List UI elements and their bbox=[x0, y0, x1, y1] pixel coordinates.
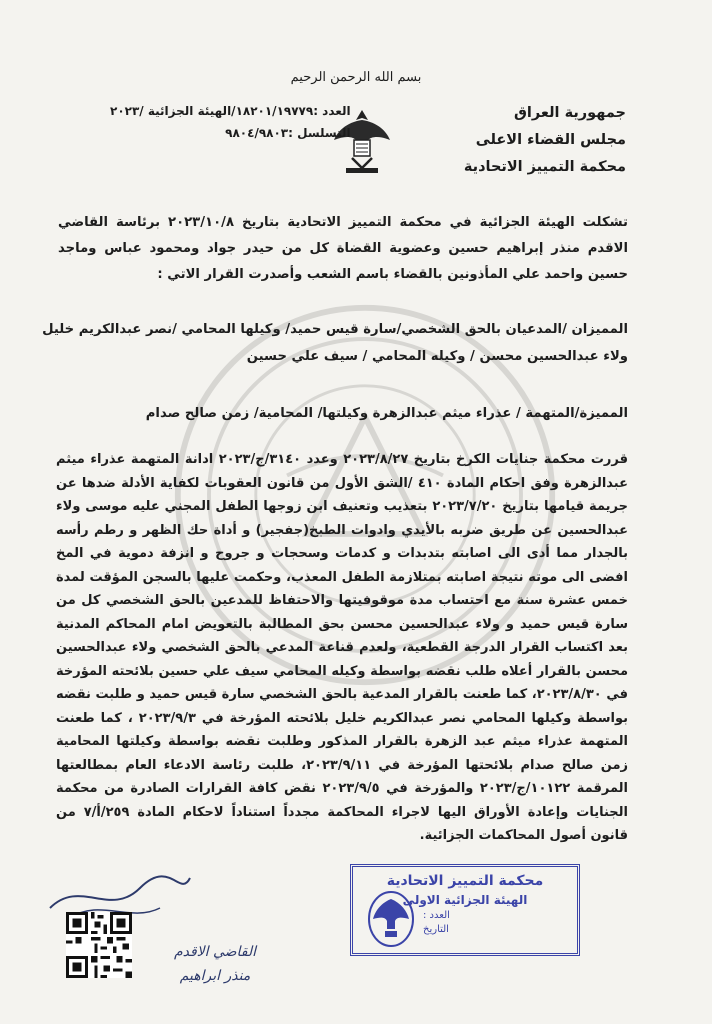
court-stamp bbox=[350, 864, 580, 956]
reference-block bbox=[110, 100, 351, 144]
appellants-block bbox=[42, 316, 628, 370]
basmala: بسم الله الرحمن الرحيم bbox=[290, 70, 422, 85]
stamp-court-name: محكمة التمييز الاتحادية bbox=[386, 873, 544, 889]
stamp-date-label: التاريخ bbox=[423, 924, 449, 935]
issuing-authority bbox=[464, 100, 626, 181]
judge-name: منذر ابراهيم bbox=[179, 968, 251, 984]
accused-line: المميزة/المتهمة / عذراء ميثم عبدالزهرة وكيلتها/ المحامية/ زمن صالح صدام bbox=[145, 406, 628, 421]
reference-number: العدد :١٨٢٠١/١٩٧٧٩/الهيئة الجزائية /٢٠٢٣ bbox=[110, 104, 351, 118]
council-name: مجلس القضاء الاعلى bbox=[475, 132, 626, 148]
judge-signature-block bbox=[140, 940, 290, 988]
court-name: محكمة التمييز الاتحادية bbox=[463, 159, 626, 175]
panel-formation-paragraph: تشكلت الهيئة الجزائية في محكمة التمييز الاتحادية بتاريخ ٢٠٢٣/١٠/٨ برئاسة القاضي الاقدم منذر إبراهيم حسين وعضوية القضاة كل من حيدر جواد ومحمود عباس وماجد حسين واحمد علي المأذونين بالقضاء باسم الشعب وأصدرت القرار الاتي : bbox=[58, 215, 628, 282]
stamp-number-label: العدد : bbox=[423, 910, 450, 921]
serial-number: التسلسل :٩٨٠٤/٩٨٠٣ bbox=[225, 126, 351, 140]
decision-paragraph: قررت محكمة جنايات الكرخ بتاريخ ٢٠٢٣/٨/٢٧ وعدد ٣١٤٠/ج/٢٠٢٣ ادانة المتهمة عذراء ميثم عبدالزهرة وفق احكام المادة ٤١٠ /الشق الأول من قانون العقوبات لكفاية الأدلة ضدها عن جريمة قيامها بتاريخ ٢٠٢٣/٧/٢٠ بتعذيب وتعنيف ابن زوجها الطفل المجني عليه موسى ولاء عبدالحسين عن طريق ضربه بالأيدي وادوات الطبخ(جفجير) و أداة حك الظهر و رطم رأسه بالجدار مما أدى الى اصابته بتدبدات و كدمات وسحجات و جروح و انزفة دموية في المخ افضى الى موته نتيجة اصابته بمتلازمة الطفل المعذب، وحكمت عليها بالسجن المؤقت لمدة خمس عشرة سنة مع احتساب مدة موقوفيتها والاحتفاظ للمدعين بالحق الشخصي كل من سارة قيس حميد و ولاء عبدالحسين محسن بحق المطالبة بالتعويض امام المحاكم المدنية بعد اكتساب القرار الدرجة القطعية، ولعدم قناعة المدعي بالحق الشخصي ولاء عبدالحسين محسن بالقرار أعلاه طلب نقضه بواسطة وكيله المحامي سيف علي حسين بلائحته المؤرخة في ٢٠٢٣/٨/٣٠، كما طعنت بالقرار المدعية بالحق الشخصي سارة قيس حميد و طلبت نقضه بواسطة وكيلها المحامي نصر عبدالكريم خليل بلائحته المؤرخة في ٢٠٢٣/٩/٣ ، كما طعنت المتهمة عذراء ميثم عبد الزهرة بالقرار المذكور وطلبت نقضه بواسطة وكيلتها المحامية زمن صالح صدام بلائحتها المؤرخة في ٢٠٢٣/٩/١١، طلبت رئاسة الادعاء العام بمطالعتها المرقمة ١٠١٢٢/ج/٢٠٢٣ والمؤرخة في ٢٠٢٣/٩/٥ نقض كافة القرارات الصادرة من محكمة الجنايات وإعادة الأوراق اليها لاجراء المحاكمة مجدداً استناداً لاحكام المادة ٢٥٩/أ/٧ من قانون أصول المحاكمات الجزائية. bbox=[56, 452, 629, 843]
stamp-emblem-icon bbox=[365, 889, 417, 949]
judge-title: القاضي الاقدم bbox=[173, 944, 257, 960]
stamp-panel-name: الهيئة الجزائية الاولى bbox=[402, 893, 528, 907]
country-name: جمهورية العراق bbox=[513, 105, 626, 121]
appellant-line-2: ولاء عبدالحسين محسن / وكيله المحامي / سيف علي حسين bbox=[246, 349, 628, 364]
qr-code-icon bbox=[66, 912, 132, 978]
appellant-line-1: المميزان /المدعيان بالحق الشخصي/سارة قيس حميد/ وكيلها المحامي /نصر عبدالكريم خليل bbox=[42, 322, 628, 337]
